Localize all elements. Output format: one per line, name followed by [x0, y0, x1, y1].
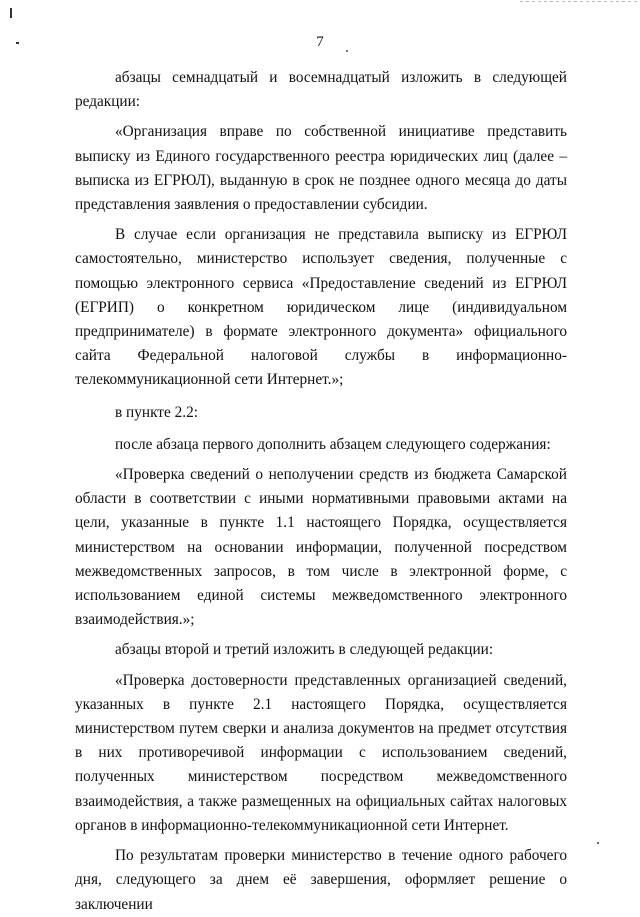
paragraph: абзацы второй и третий изложить в следующей редакции:: [115, 641, 494, 659]
page-number: 7: [316, 34, 324, 50]
paragraph: «Проверка сведений о неполучении средств из бюджета Самарской области в соответствии с иными нормативными правовыми актами на цели, указанные в пункте 1.1 настоящего Порядка, осуществляется министерством на основании информации, полученной посредством межведомственных запросов, в том числе в электронной форме, с использованием единой системы межведомственного электронного взаимодействия.»;: [75, 466, 567, 629]
paragraph: абзацы семнадцатый и восемнадцатый изложить в следующей редакции:: [75, 69, 567, 111]
scan-edge-mark: [520, 1, 640, 2]
paragraph: В случае если организация не представила выписку из ЕГРЮЛ самостоятельно, министерство использует сведения, полученные с помощью электронного сервиса «Предоставление сведений из ЕГРЮЛ (ЕГРИП) о конкретном юридическом лице (индивидуальном предпринимателе) в формате электронного документа» официального сайта Федеральной налоговой службы в информационно-телекоммуникационной сети Интернет.»;: [75, 226, 567, 389]
paragraph: «Проверка достоверности представленных организацией сведений, указанных в пункте 2.1 настоящего Порядка, осуществляется министерством путем сверки и анализа документов на предмет отсутствия в них противоречивой информации с использованием сведений, полученных министерством посредством межведомственного взаимодействия, а также размещенных на официальных сайтах налоговых органов в информационно-телекоммуникационной сети Интернет.: [75, 671, 567, 834]
paragraph: «Организация вправе по собственной инициативе представить выписку из Единого государственного реестра юридических лиц (далее – выписка из ЕГРЮЛ), выданную в срок не позднее одного месяца до даты представления заявления о предоставлении субсидии.: [75, 123, 567, 214]
scan-speck: [10, 8, 12, 18]
document-body: [75, 66, 567, 917]
paragraph: в пункте 2.2:: [115, 403, 198, 421]
paragraph: По результатам проверки министерство в течение одного рабочего дня, следующего за днем её завершения, оформляет решение о заключении: [75, 847, 567, 913]
paragraph: после абзаца первого дополнить абзацем следующего содержания:: [115, 435, 551, 453]
scan-speck: [597, 842, 599, 844]
